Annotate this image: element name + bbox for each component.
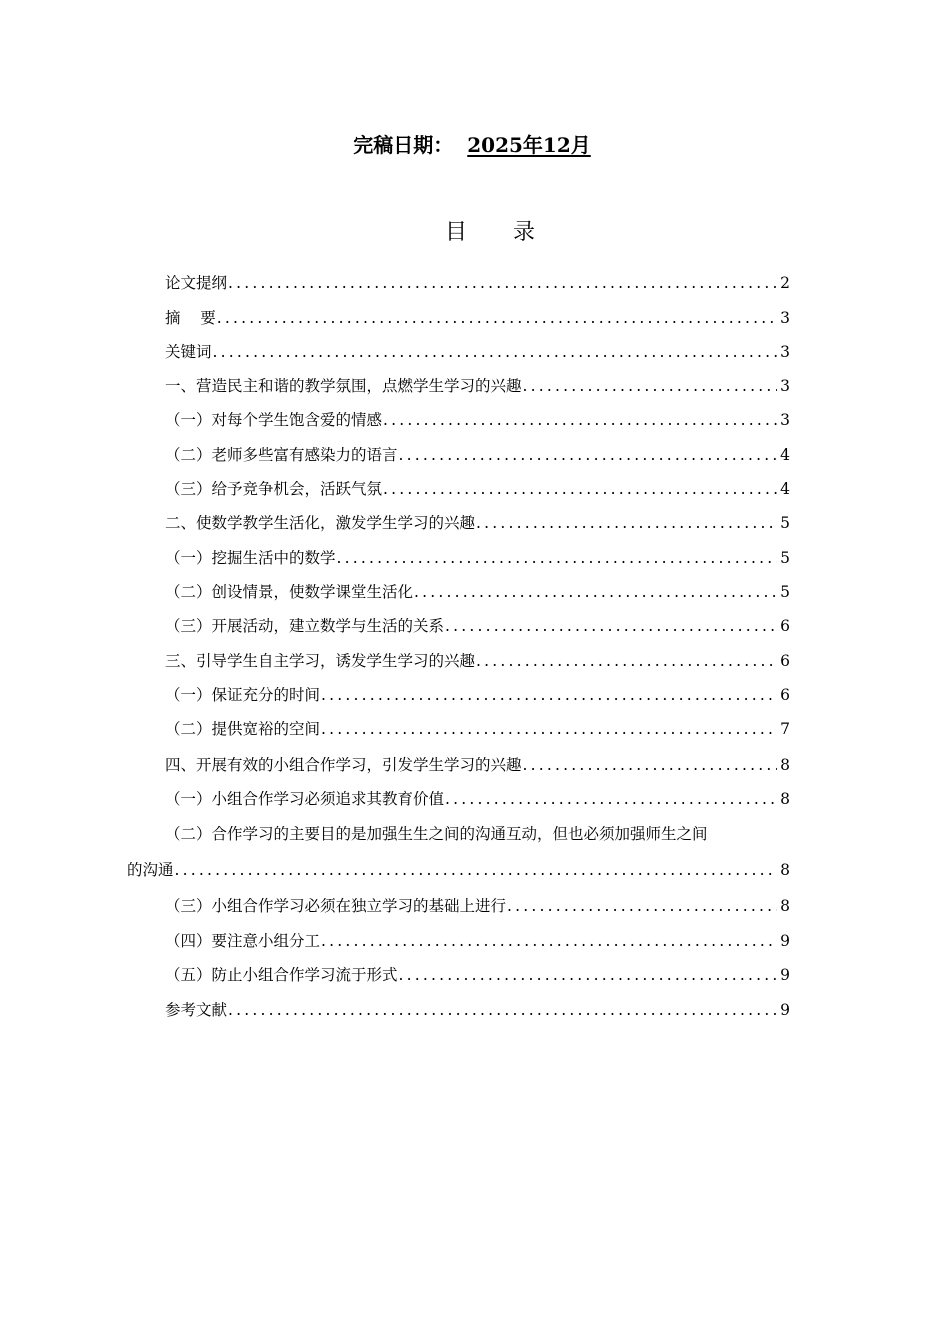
toc-leader-dots <box>337 546 778 570</box>
toc-entry-wrapped-line: （二）合作学习的主要目的是加强生生之间的沟通互动，但也必须加强师生之间 <box>165 825 708 843</box>
toc-entry-text: （一）小组合作学习必须追求其教育价值 <box>165 790 445 808</box>
toc-entry <box>165 649 790 673</box>
toc-entry-page: 3 <box>780 377 790 395</box>
toc-entry <box>165 929 790 953</box>
toc-title-char: 目 <box>444 220 467 245</box>
toc-entry <box>165 717 790 741</box>
toc-entry <box>165 787 790 811</box>
toc-entry-text: （二）创设情景，使数学课堂生活化 <box>165 583 414 601</box>
toc-leader-dots <box>321 717 777 741</box>
toc-entry <box>165 753 790 777</box>
toc-leader-dots <box>175 858 778 882</box>
completion-date-value: 2025年12月 <box>467 133 591 157</box>
toc-entry-page: 5 <box>780 583 790 601</box>
toc-leader-dots <box>414 580 777 604</box>
toc-leader-dots <box>217 306 777 330</box>
toc-entry-text: （二）提供宽裕的空间 <box>165 720 321 738</box>
toc-entry-text: （三）小组合作学习必须在独立学习的基础上进行 <box>165 897 507 915</box>
toc-entry-text: （三）开展活动，建立数学与生活的关系 <box>165 617 445 635</box>
toc-leader-dots <box>399 443 778 467</box>
toc-entry-text: （五）防止小组合作学习流于形式 <box>165 966 398 984</box>
toc-entry <box>165 340 790 364</box>
toc-entry-text: （一）挖掘生活中的数学 <box>165 549 336 567</box>
toc-entry <box>165 271 790 295</box>
toc-entry-page: 8 <box>780 897 790 915</box>
toc-leader-dots <box>228 998 777 1022</box>
toc-entry-text: （一）对每个学生饱含爱的情感 <box>165 411 383 429</box>
toc-leader-dots <box>383 477 777 501</box>
toc-entry <box>165 511 790 535</box>
toc-entry-page: 8 <box>780 790 790 808</box>
toc-entry <box>165 963 790 987</box>
toc-entry-text: （三）给予竞争机会，活跃气氛 <box>165 480 383 498</box>
toc-entry <box>165 306 790 330</box>
toc-title-char: 录 <box>513 220 536 245</box>
toc-entry-page: 4 <box>780 480 790 498</box>
toc-entry-page: 8 <box>780 861 790 879</box>
toc-entry-page: 3 <box>780 411 790 429</box>
toc-entry-text: 三、引导学生自主学习，诱发学生学习的兴趣 <box>165 652 476 670</box>
toc-leader-dots <box>523 753 778 777</box>
toc-entry <box>165 546 790 570</box>
toc-entry-page: 8 <box>780 756 790 774</box>
toc-entry-text: （一）保证充分的时间 <box>165 686 321 704</box>
toc-entry <box>127 858 790 882</box>
toc-entry-page: 5 <box>780 514 790 532</box>
toc-entry-text: 二、使数学教学生活化，激发学生学习的兴趣 <box>165 514 476 532</box>
toc-entry-text: 参考文献 <box>165 1001 228 1019</box>
toc-entry-page: 9 <box>780 966 790 984</box>
toc-entry-text: （四）要注意小组分工 <box>165 932 321 950</box>
toc-entry-page: 6 <box>780 617 790 635</box>
toc-entry-page: 5 <box>780 549 790 567</box>
toc-entry <box>165 614 790 638</box>
toc-leader-dots <box>213 340 778 364</box>
toc-leader-dots <box>476 649 777 673</box>
toc-entry <box>165 408 790 432</box>
toc-entry <box>165 374 790 398</box>
toc-leader-dots <box>523 374 778 398</box>
toc-leader-dots <box>399 963 778 987</box>
toc-entry-text: （二）老师多些富有感染力的语言 <box>165 446 398 464</box>
toc-entry-page: 6 <box>780 686 790 704</box>
toc-entry-page: 9 <box>780 1001 790 1019</box>
toc-entry-page: 7 <box>780 720 790 738</box>
toc-leader-dots <box>321 683 777 707</box>
toc-entry-text: 论文提纲 <box>165 274 228 292</box>
toc-entry-page: 4 <box>780 446 790 464</box>
toc-leader-dots <box>445 787 777 811</box>
toc-entry <box>165 477 790 501</box>
toc-leader-dots <box>228 271 777 295</box>
toc-entry-text: 摘 要 <box>165 309 216 327</box>
toc-leader-dots <box>476 511 777 535</box>
toc-leader-dots <box>507 894 777 918</box>
toc-entry <box>165 683 790 707</box>
toc-entry-page: 2 <box>780 274 790 292</box>
toc-leader-dots <box>445 614 777 638</box>
toc-entry-text: 的沟通 <box>127 861 174 879</box>
toc-entry-page: 9 <box>780 932 790 950</box>
toc-leader-dots <box>321 929 777 953</box>
toc-entry-page: 3 <box>780 343 790 361</box>
toc-entry <box>165 580 790 604</box>
toc-entry-text: 关键词 <box>165 343 212 361</box>
completion-date-label: 完稿日期： <box>353 133 454 157</box>
toc-entry-text: 四、开展有效的小组合作学习，引发学生学习的兴趣 <box>165 756 522 774</box>
toc-entry-text: 一、营造民主和谐的教学氛围，点燃学生学习的兴趣 <box>165 377 522 395</box>
toc-leader-dots <box>383 408 777 432</box>
toc-entry <box>165 443 790 467</box>
toc-entry-page: 3 <box>780 309 790 327</box>
toc-entry <box>165 894 790 918</box>
toc-entry <box>165 998 790 1022</box>
toc-entry-page: 6 <box>780 652 790 670</box>
